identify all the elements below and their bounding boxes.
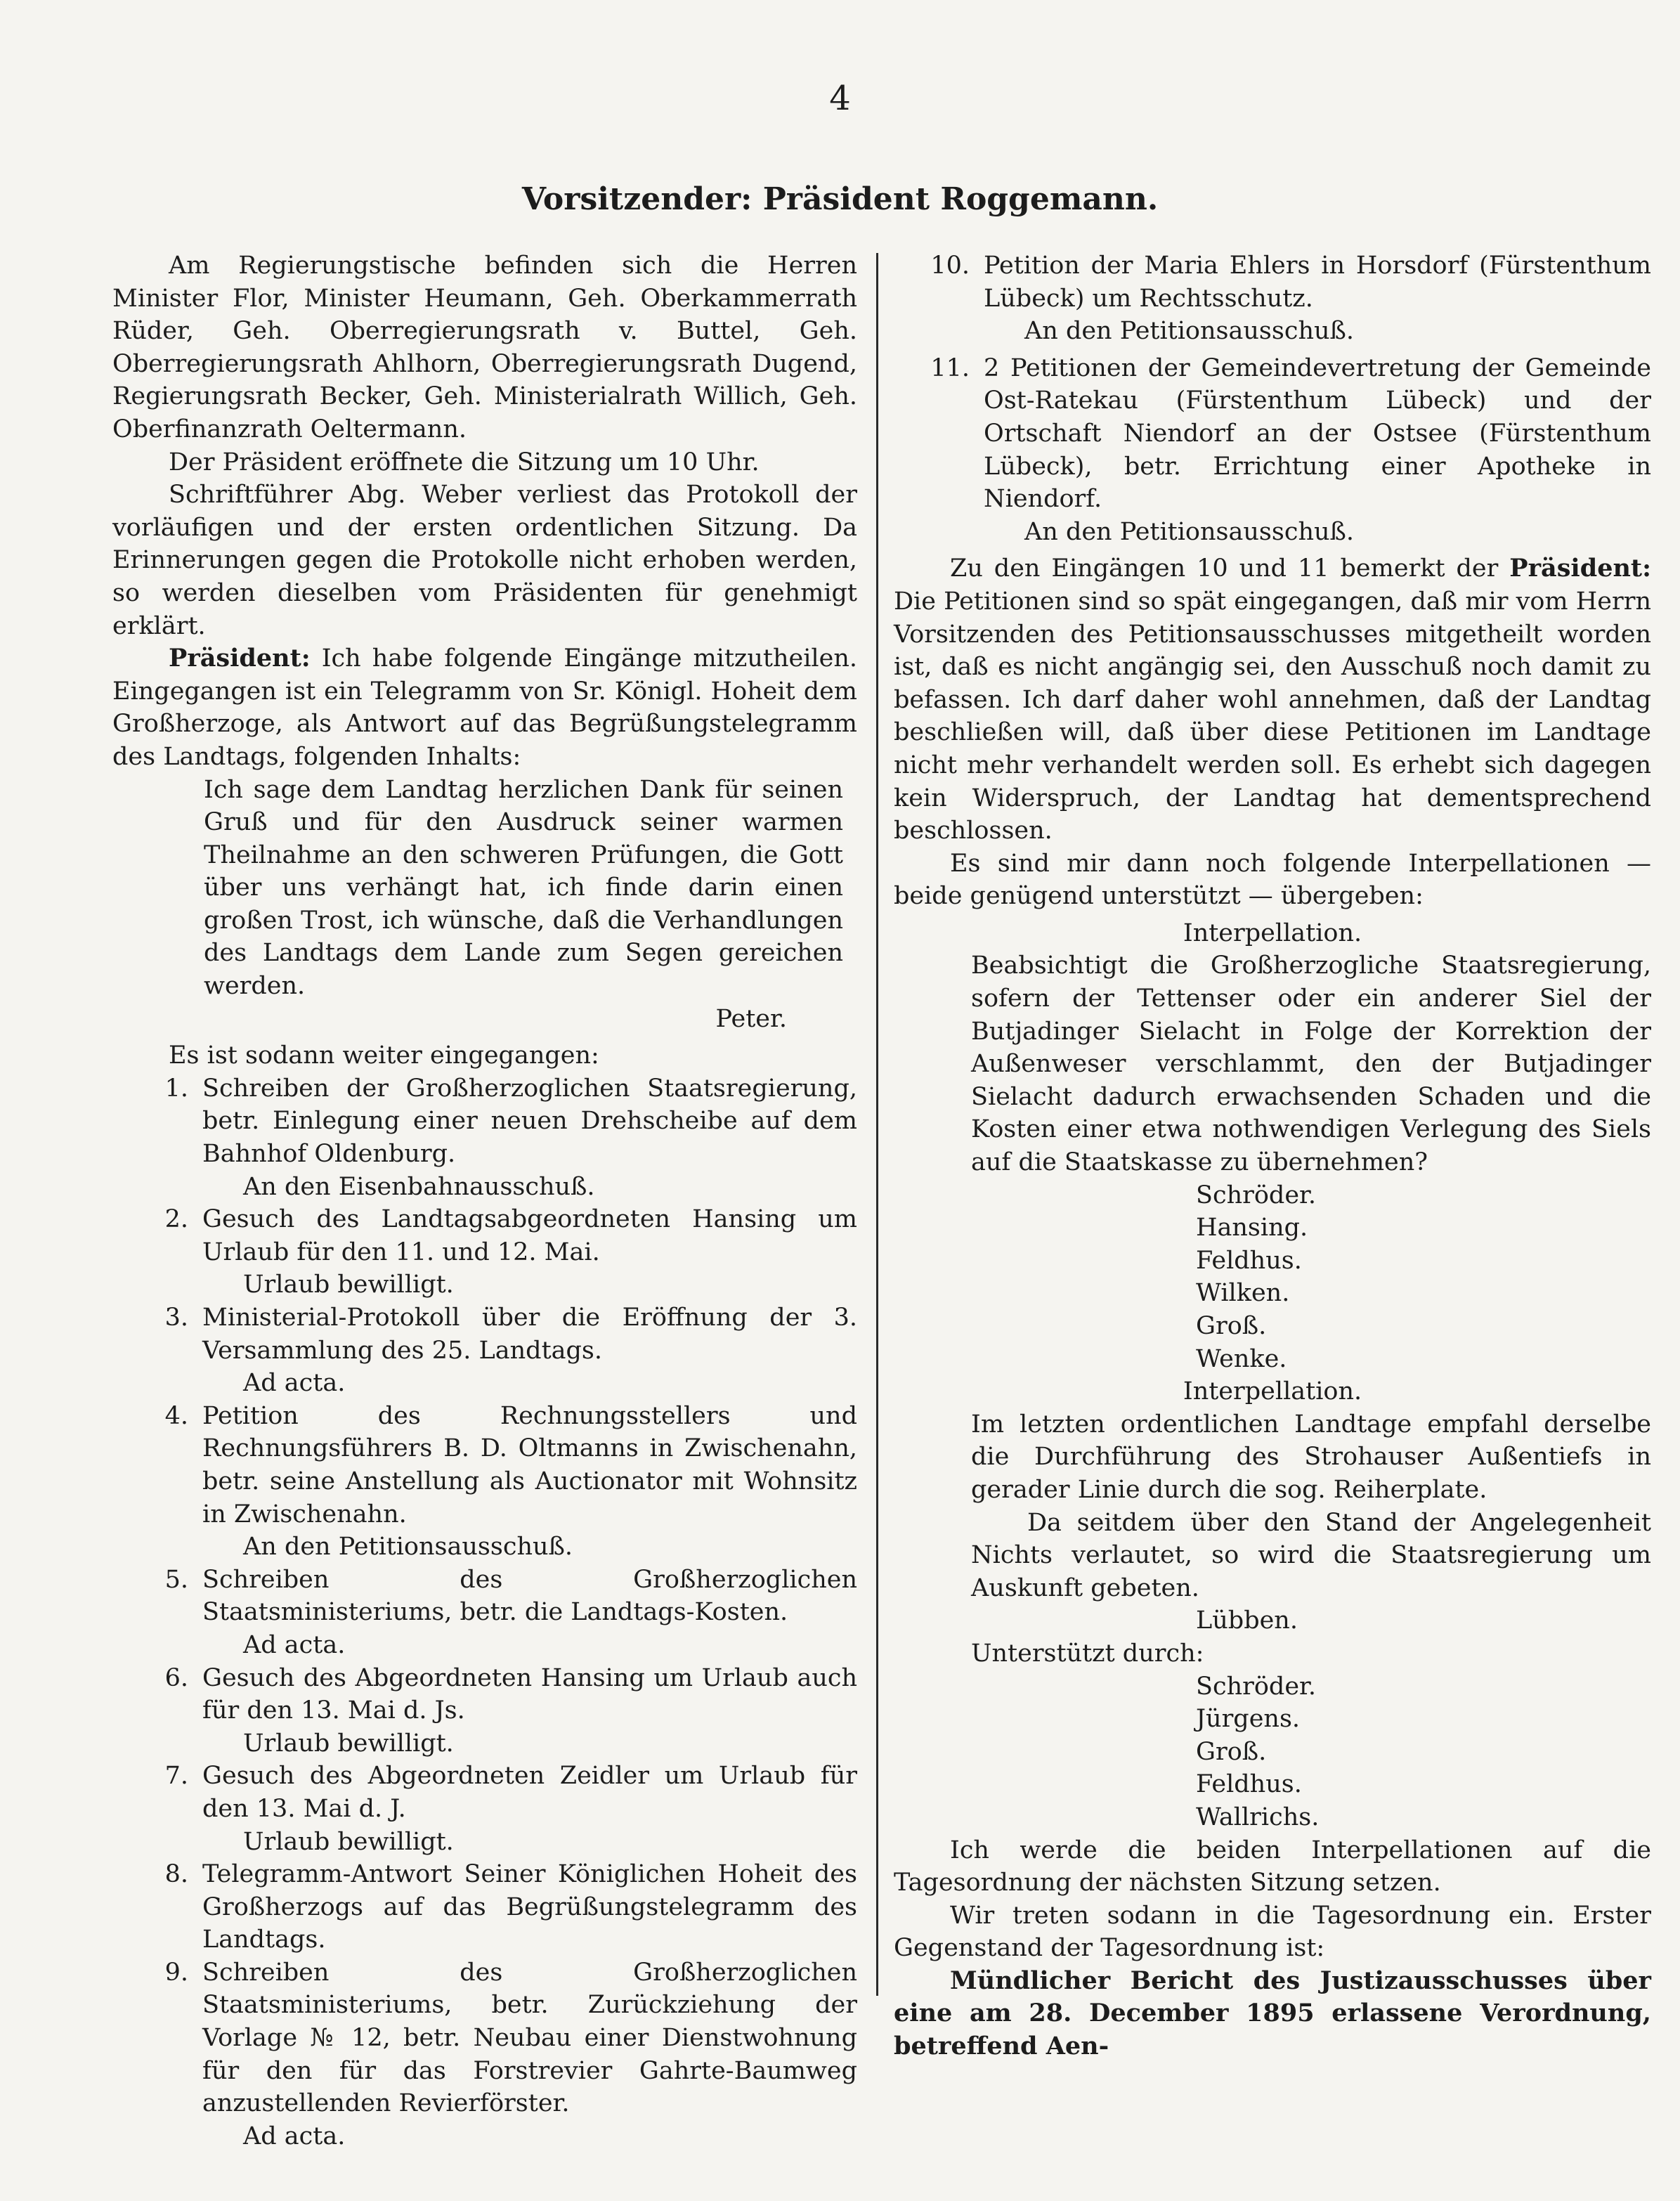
list-item bbox=[112, 1662, 857, 1727]
interpellations-intro: Es sind mir dann noch folgende Interpellationen — beide genügend unterstützt — übergeben: bbox=[894, 849, 1651, 911]
item-action: An den Petitionsausschuß. bbox=[243, 1533, 573, 1562]
item-number: 9. bbox=[164, 1958, 188, 1987]
item-text: Schreiben des Großherzoglichen Staatsministeriums, betr. Zurückziehung der Vorlage № 12, betr. Neubau einer Dienstwohnung für den für das Forstrevier Gahrte-Baumweg anzustellenden Revierförster. bbox=[202, 1958, 857, 2118]
item-number: 5. bbox=[164, 1565, 188, 1594]
interpellation-title: Interpellation. bbox=[1183, 918, 1362, 947]
signatory-name: Feldhus. bbox=[1196, 1246, 1302, 1275]
opening-paragraph: Der Präsident eröffnete die Sitzung um 10 Uhr. bbox=[169, 448, 760, 476]
list-item bbox=[112, 1564, 857, 1629]
chair-heading: Vorsitzender: Präsident Roggemann. bbox=[521, 181, 1159, 217]
item-text: Gesuch des Landtagsabgeordneten Hansing um Urlaub für den 11. und 12. Mai. bbox=[202, 1205, 857, 1266]
list-item bbox=[894, 249, 1651, 315]
item-text: Petition des Rechnungsstellers und Rechnungsführers B. D. Oltmanns in Zwischenahn, betr. seine Anstellung als Auctionator mit Wohnsitz in Zwischenahn. bbox=[202, 1401, 857, 1528]
item-number: 3. bbox=[164, 1304, 188, 1332]
signatory-name: Jürgens. bbox=[1196, 1705, 1301, 1734]
interpellation-text: Im letzten ordentlichen Landtage empfahl derselbe die Durchführung des Strohauser Außentiefs in gerader Linie durch die sog. Reiherplate. bbox=[971, 1410, 1651, 1504]
telegram-signature: Peter. bbox=[715, 1004, 787, 1033]
remark-intro: Zu den Eingängen 10 und 11 bemerkt der bbox=[950, 554, 1510, 583]
signatory-name: Wilken. bbox=[1196, 1279, 1290, 1308]
speaker-label: Präsident: bbox=[1509, 554, 1651, 583]
item-action: Urlaub bewilligt. bbox=[243, 1729, 454, 1758]
item-action: Ad acta. bbox=[243, 2122, 346, 2150]
item-action: Urlaub bewilligt. bbox=[243, 1271, 454, 1299]
attendance-paragraph: Am Regierungstische befinden sich die Herren Minister Flor, Minister Heumann, Geh. Oberkammerrath Rüder, Geh. Oberregierungsrath v. Buttel, Geh. Oberregierungsrath Ahlhorn, Oberregierungsrath Dugend, Regierungsrath Becker, Geh. Ministerialrath Willich, Geh. Oberfinanzrath Oeltermann. bbox=[112, 252, 857, 443]
item-text: Schreiben der Großherzoglichen Staatsregierung, betr. Einlegung einer neuen Drehscheibe auf dem Bahnhof Oldenburg. bbox=[202, 1074, 857, 1169]
interpellation-text: Beabsichtigt die Großherzogliche Staatsregierung, sofern der Tettenser oder ein anderer Siel der Butjadinger Sielacht in Folge der Korrektion der Außenweser verschlammt, den der Butjadinger Sielacht dadurch erwachsenden Schaden und die Kosten einer etwa nothwendigen Verlegung des Siels auf die Staatskasse zu übernehmen? bbox=[971, 952, 1651, 1177]
item-text: Ministerial-Protokoll über die Eröffnung der 3. Versammlung des 25. Landtags. bbox=[202, 1304, 857, 1365]
protocol-paragraph: Schriftführer Abg. Weber verliest das Protokoll der vorläufigen und der ersten ordentlichen Sitzung. Da Erinnerungen gegen die Protokolle nicht erhoben werden, so werden dieselben vom Präsidenten für genehmigt erklärt. bbox=[112, 481, 857, 640]
agenda-item-heading: Mündlicher Bericht des Justizausschusses über eine am 28. December 1895 erlassene Verordnung, betreffend Aen- bbox=[894, 1966, 1651, 2061]
signatory-name: Schröder. bbox=[1196, 1672, 1317, 1701]
signatory-list bbox=[894, 1179, 1651, 1376]
interpellation-title: Interpellation. bbox=[1183, 1377, 1362, 1406]
remark-text: Die Petitionen sind so spät eingegangen, daß mir vom Herrn Vorsitzenden des Petitionsausschusses mitgetheilt worden ist, daß es nicht angängig sei, den Ausschuß noch damit zu befassen. Ich darf daher wohl annehmen, daß der Landtag beschließen will, daß über diese Petitionen im Landtage nicht mehr verhandelt werden soll. Es erhebt sich dagegen kein Widerspruch, der Landtag hat dementsprechend beschlossen. bbox=[894, 587, 1651, 845]
item-number: 6. bbox=[164, 1663, 188, 1692]
item-action: An den Eisenbahnausschuß. bbox=[243, 1172, 595, 1201]
item-text: Petition der Maria Ehlers in Horsdorf (Fürstenthum Lübeck) um Rechtsschutz. bbox=[984, 252, 1651, 313]
item-text: 2 Petitionen der Gemeindevertretung der Gemeinde Ost-Ratekau (Fürstenthum Lübeck) und der Ortschaft Niendorf an der Ostsee (Fürstenthum Lübeck), betr. Errichtung einer Apotheke in Niendorf. bbox=[984, 353, 1651, 514]
list-item bbox=[112, 1956, 857, 2120]
president-remark bbox=[894, 552, 1651, 847]
president-closing: Ich werde die beiden Interpellationen auf die Tagesordnung der nächsten Sitzung setzen. bbox=[894, 1836, 1651, 1897]
list-item bbox=[112, 1760, 857, 1825]
interpellation-signature: Lübben. bbox=[1196, 1606, 1298, 1635]
item-number: 8. bbox=[164, 1860, 188, 1889]
signatory-name: Feldhus. bbox=[1196, 1770, 1302, 1799]
item-number: 1. bbox=[164, 1074, 188, 1103]
signatory-name: Groß. bbox=[1196, 1737, 1267, 1766]
item-action: Ad acta. bbox=[243, 1630, 346, 1659]
item-text: Telegramm-Antwort Seiner Königlichen Hoheit des Großherzogs auf das Begrüßungstelegramm des Landtags. bbox=[202, 1860, 857, 1954]
list-item bbox=[894, 352, 1651, 516]
agenda-intro: Wir treten sodann in die Tagesordnung ein. Erster Gegenstand der Tagesordnung ist: bbox=[894, 1901, 1651, 1963]
speaker-label: Präsident: bbox=[169, 644, 311, 673]
signatory-name: Wallrichs. bbox=[1196, 1803, 1320, 1831]
item-text: Gesuch des Abgeordneten Zeidler um Urlaub für den 13. Mai d. J. bbox=[202, 1762, 857, 1823]
item-action: An den Petitionsausschuß. bbox=[1024, 517, 1355, 546]
list-item bbox=[112, 1400, 857, 1531]
list-item bbox=[112, 1203, 857, 1268]
announcement-text: Ich habe folgende Eingänge mitzutheilen. Eingegangen ist ein Telegramm von Sr. Königl. Hoheit dem Großherzoge, als Antwort auf das Begrüßungstelegramm des Landtags, folgenden Inhalts: bbox=[112, 644, 857, 771]
item-number: 11. bbox=[930, 353, 970, 382]
item-action: An den Petitionsausschuß. bbox=[1024, 317, 1355, 346]
president-announcement bbox=[112, 642, 857, 773]
item-action: Urlaub bewilligt. bbox=[243, 1827, 454, 1856]
right-column bbox=[894, 249, 1651, 2063]
further-intro: Es ist sodann weiter eingegangen: bbox=[169, 1041, 599, 1070]
item-text: Schreiben des Großherzoglichen Staatsministeriums, betr. die Landtags-Kosten. bbox=[202, 1565, 857, 1627]
page-number: 4 bbox=[829, 79, 851, 118]
item-number: 4. bbox=[164, 1401, 188, 1430]
interpellation-text: Da seitdem über den Stand der Angelegenheit Nichts verlautet, so wird die Staatsregierung um Auskunft gebeten. bbox=[971, 1508, 1651, 1602]
item-number: 10. bbox=[930, 252, 970, 280]
supported-label: Unterstützt durch: bbox=[971, 1639, 1204, 1668]
item-text: Gesuch des Abgeordneten Hansing um Urlaub auch für den 13. Mai d. Js. bbox=[202, 1663, 857, 1725]
column-divider bbox=[876, 253, 878, 1996]
item-number: 7. bbox=[164, 1762, 188, 1791]
list-item bbox=[112, 1072, 857, 1171]
left-column bbox=[112, 249, 857, 2153]
signatory-name: Groß. bbox=[1196, 1312, 1267, 1340]
list-item bbox=[112, 1301, 857, 1367]
list-item bbox=[112, 1858, 857, 1956]
signatory-list bbox=[894, 1670, 1651, 1834]
signatory-name: Wenke. bbox=[1196, 1344, 1287, 1373]
signatory-name: Hansing. bbox=[1196, 1214, 1308, 1242]
item-action: Ad acta. bbox=[243, 1369, 346, 1398]
telegram-quote: Ich sage dem Landtag herzlichen Dank für seinen Gruß und für den Ausdruck seiner warmen Theilnahme an den schweren Prüfungen, die Gott über uns verhängt hat, ich finde darin einen großen Trost, ich wünsche, daß die Verhandlungen des Landtags dem Lande zum Segen gereichen werden. bbox=[204, 775, 843, 1001]
item-number: 2. bbox=[164, 1205, 188, 1234]
signatory-name: Schröder. bbox=[1196, 1181, 1317, 1209]
